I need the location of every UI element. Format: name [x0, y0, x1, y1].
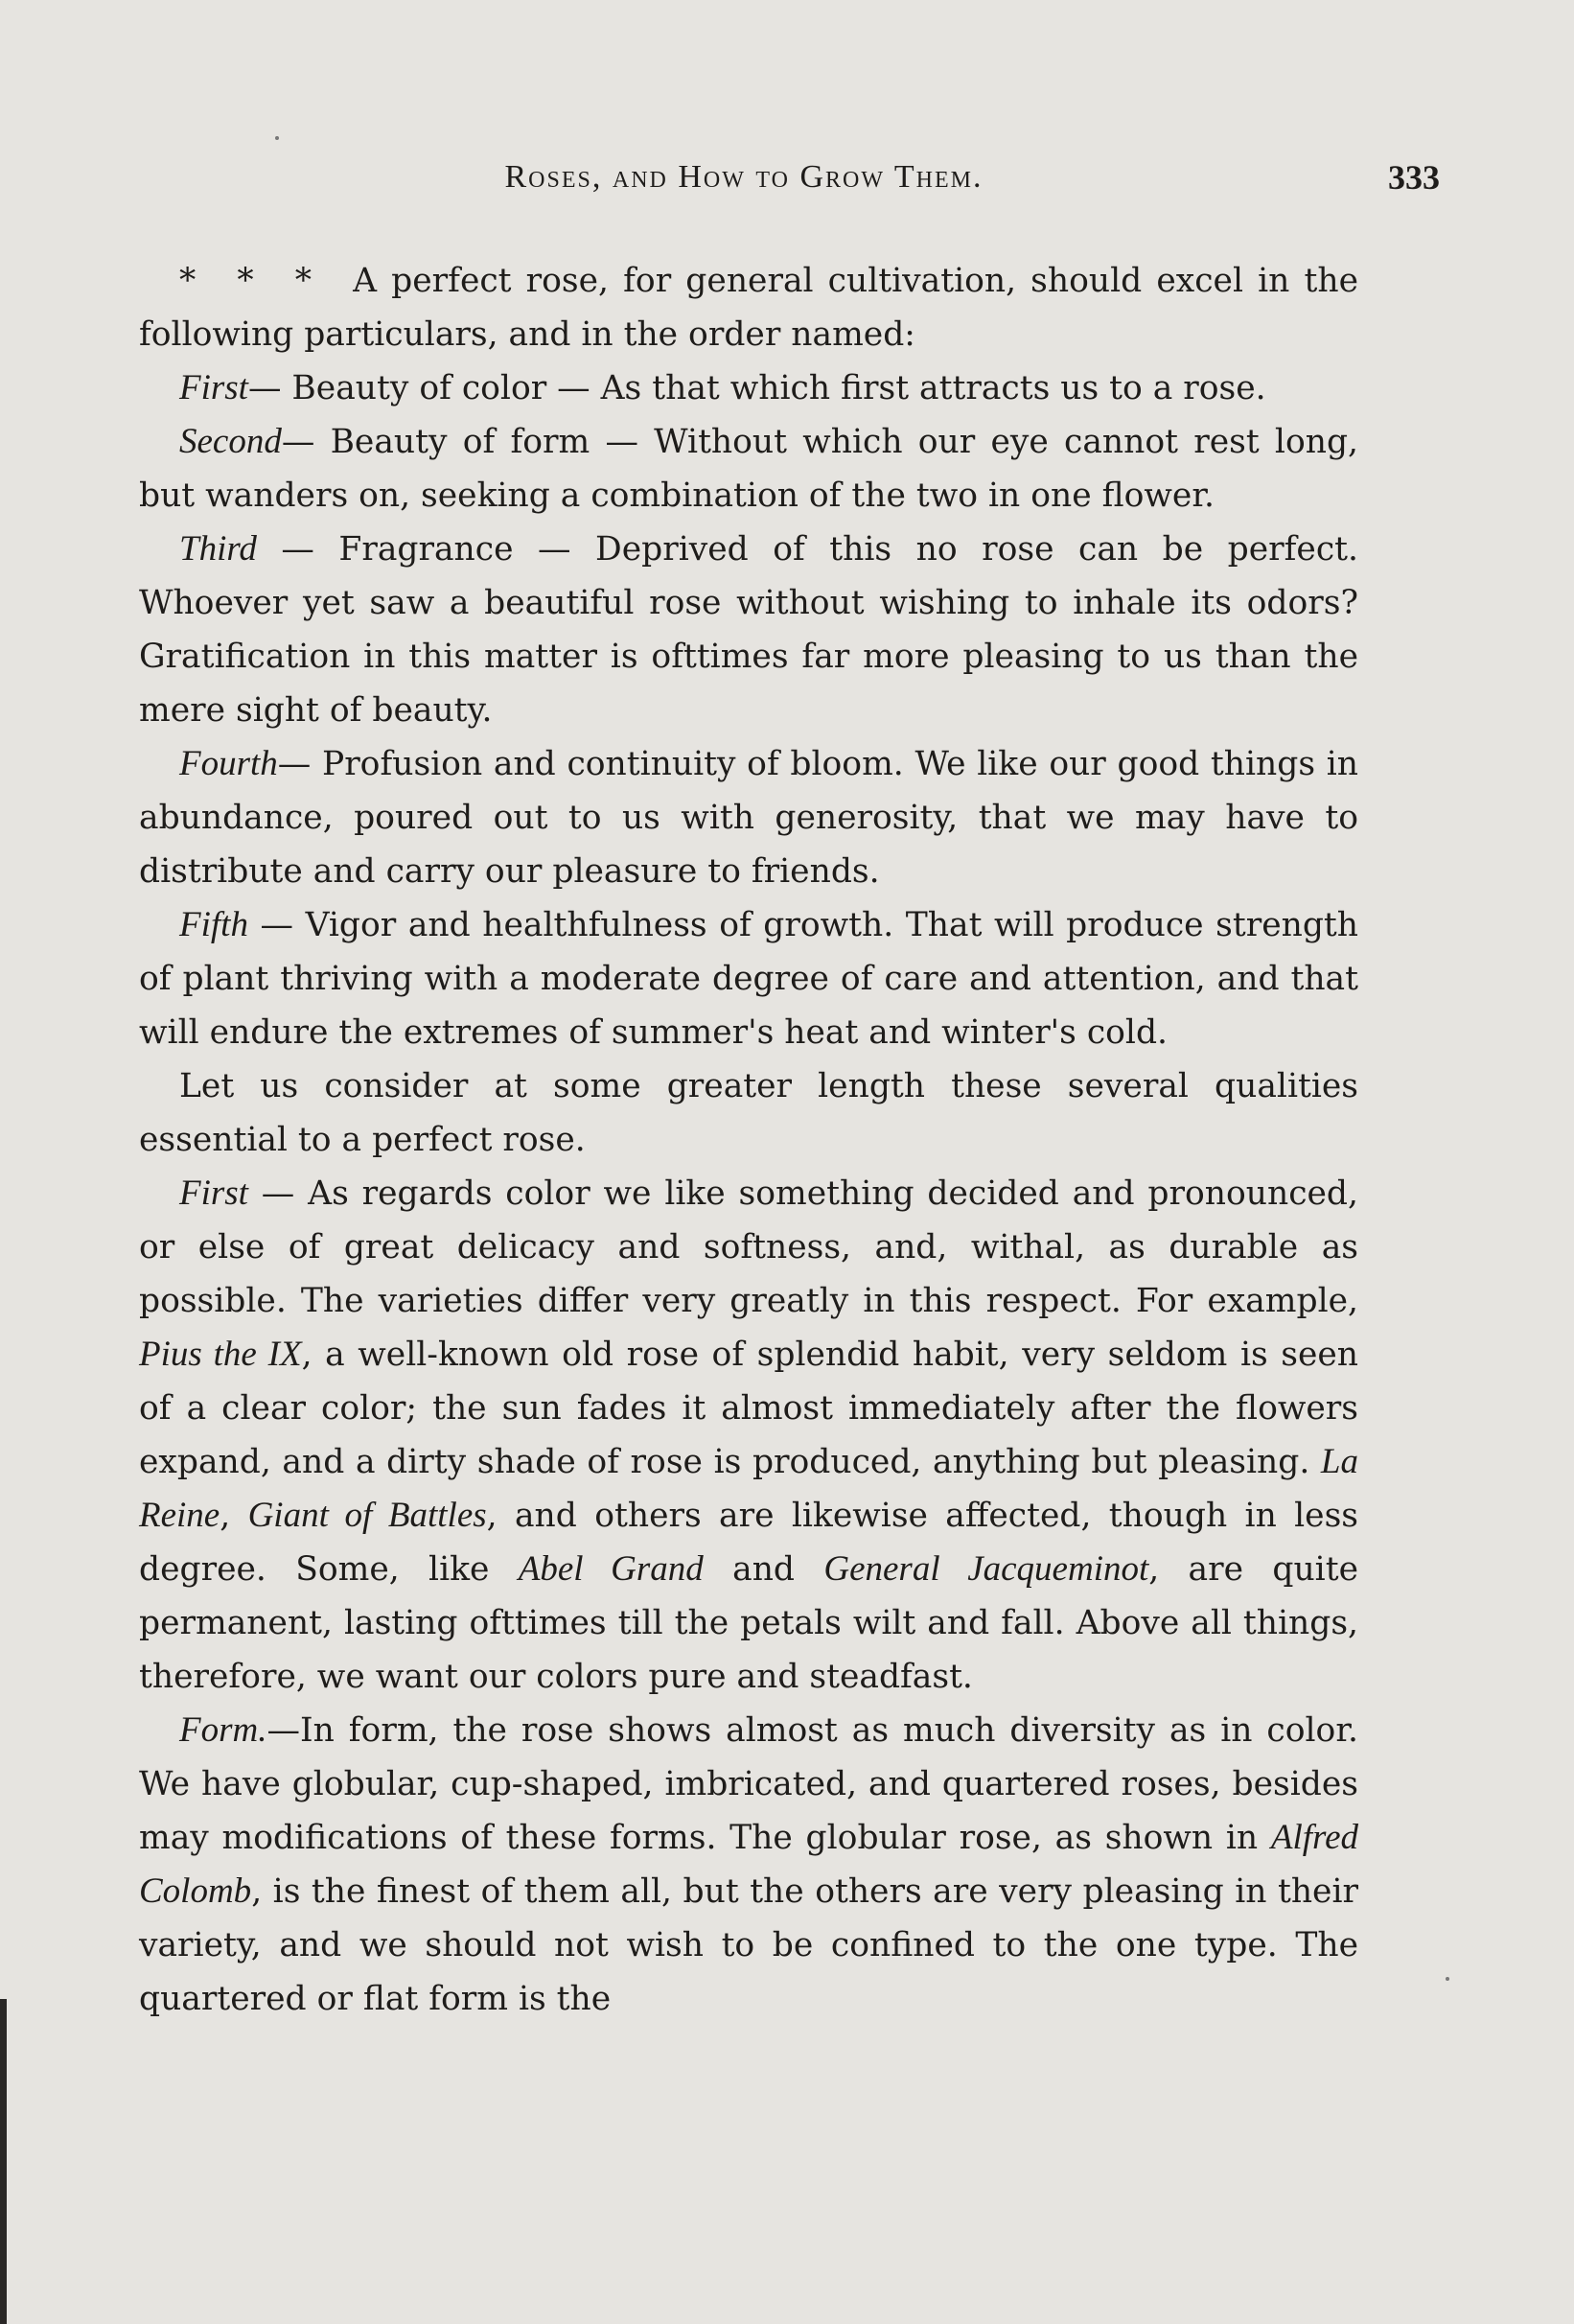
asterisk-ellipsis: * * *	[179, 262, 354, 300]
body-text	[139, 254, 1358, 2026]
speck	[275, 136, 279, 140]
paragraph-lead-word: Second	[179, 422, 282, 461]
paragraph-lead-word: First	[179, 1174, 248, 1213]
text-run: , are quite permanent, lasting ofttimes till the petals wilt and fall. Above all things, therefore, we want our colors pure and steadfast.	[139, 1550, 1358, 1696]
text-run: — As regards color we like something decided and pronounced, or else of great delicacy and softness, and, withal, as durable as possible. The varieties differ very greatly in this respect. For example,	[139, 1174, 1358, 1320]
paragraph	[139, 254, 1358, 361]
italic-rose-name: La Reine	[139, 1442, 1358, 1535]
running-title: Roses, and How to Grow Them.	[504, 159, 984, 195]
text-run: Let us consider at some greater length these several qualities essential to a perfect rose.	[139, 1067, 1358, 1159]
text-run: — Fragrance — Deprived of this no rose can be perfect. Whoever yet saw a beautiful rose without wishing to inhale its odors? Gratification in this matter is ofttimes far more pleasing to us than the mere sight of beauty.	[139, 530, 1358, 730]
italic-rose-name: Pius the IX	[139, 1335, 302, 1374]
text-run: — Profusion and continuity of bloom. We like our good things in abundance, poured out to us with generosity, that we may have to distribute and carry our pleasure to friends.	[139, 745, 1358, 891]
paragraph	[139, 415, 1358, 523]
paragraph	[139, 523, 1358, 737]
paragraph	[139, 1704, 1358, 2026]
speck	[1446, 1977, 1449, 1981]
page-edge-shadow	[0, 1999, 7, 2324]
text-run: and	[703, 1550, 824, 1589]
paragraph	[139, 1167, 1358, 1704]
paragraph-lead-word: Form.	[179, 1710, 267, 1750]
paragraph	[139, 361, 1358, 415]
paragraph	[139, 1059, 1358, 1167]
paragraph-lead-word: Fifth	[179, 905, 248, 944]
text-run: —In form, the rose shows almost as much diversity as in color. We have globular, cup-shaped, imbricated, and quartered roses, besides may modifications of these forms. The globular rose, as shown in	[139, 1711, 1358, 1857]
paragraph-lead-word: First	[179, 368, 248, 407]
page-number: 333	[1388, 158, 1440, 197]
paragraph	[139, 898, 1358, 1059]
paragraph	[139, 737, 1358, 898]
text-run: , a well-known old rose of splendid habit, very seldom is seen of a clear color; the sun fades it almost immediately after the flowers expand, and a dirty shade of rose is produced, anything but pleasing.	[139, 1336, 1359, 1481]
text-run: , is the finest of them all, but the others are very pleasing in their variety, and we should not wish to be confined to the one type. The quartered or flat form is the	[139, 1872, 1358, 2018]
page-header	[134, 153, 1440, 211]
italic-rose-name: General Jacqueminot	[823, 1549, 1149, 1589]
italic-rose-name: Giant of Battles	[247, 1496, 487, 1535]
paragraph-lead-word: Third	[179, 529, 257, 569]
text-run: A perfect rose, for general cultivation, should excel in the following particulars, and in the order named:	[139, 262, 1358, 354]
text-run: — Beauty of color — As that which first attracts us to a rose.	[247, 369, 1266, 407]
italic-rose-name: Alfred Colomb	[139, 1818, 1358, 1911]
text-run: — Beauty of form — Without which our eye cannot rest long, but wanders on, seeking a combination of the two in one flower.	[139, 423, 1358, 515]
text-run: — Vigor and healthfulness of growth. That will produce strength of plant thriving with a moderate degree of care and attention, and that will endure the extremes of summer's heat and winter's cold.	[139, 906, 1358, 1052]
text-run: ,	[220, 1497, 248, 1535]
paragraph-lead-word: Fourth	[179, 744, 278, 783]
italic-rose-name: Abel Grand	[518, 1549, 704, 1589]
text-run: , and others are likewise affected, though in less degree. Some, like	[139, 1497, 1358, 1589]
